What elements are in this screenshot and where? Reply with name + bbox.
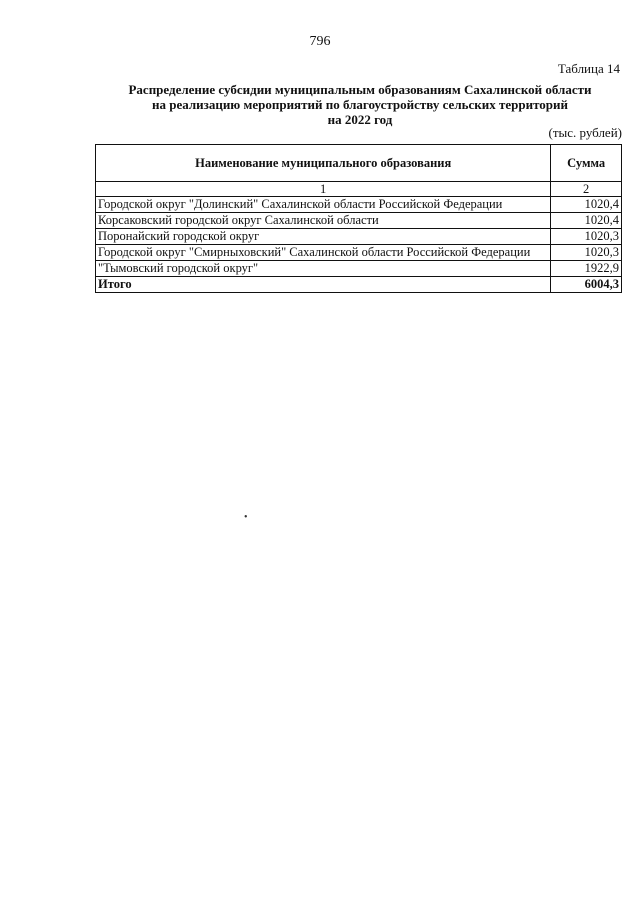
row-name: Городской округ "Долинский" Сахалинской области Российской Федерации (96, 197, 551, 213)
table-row (96, 213, 622, 229)
total-row (96, 277, 622, 293)
units-label: (тыс. рублей) (548, 125, 622, 140)
total-label: Итого (96, 277, 551, 293)
page-number: 796 (309, 34, 331, 49)
table-row (96, 197, 622, 213)
title-line-2: на реализацию мероприятий по благоустройству сельских территорий (151, 97, 569, 112)
table-row (96, 245, 622, 261)
column-number-row (96, 182, 622, 197)
column-number-1: 1 (96, 182, 551, 197)
title-line-3: на 2022 год (327, 112, 393, 127)
document-title (100, 82, 620, 127)
row-value: 1020,3 (551, 245, 622, 261)
row-name: "Тымовский городской округ" (96, 261, 551, 277)
title-line-1: Распределение субсидии муниципальным образованиям Сахалинской области (128, 82, 592, 97)
scan-speck: • (244, 512, 248, 523)
row-value: 1020,3 (551, 229, 622, 245)
table-row (96, 229, 622, 245)
subsidy-table (95, 144, 622, 293)
header-row (96, 145, 622, 182)
row-name: Городской округ "Смирныховский" Сахалинской области Российской Федерации (96, 245, 551, 261)
row-value: 1020,4 (551, 213, 622, 229)
header-name: Наименование муниципального образования (96, 145, 551, 182)
header-sum: Сумма (551, 145, 622, 182)
table-label: Таблица 14 (557, 61, 620, 76)
row-value: 1020,4 (551, 197, 622, 213)
row-name: Корсаковский городской округ Сахалинской области (96, 213, 551, 229)
column-number-2: 2 (551, 182, 622, 197)
table-row (96, 261, 622, 277)
row-value: 1922,9 (551, 261, 622, 277)
row-name: Поронайский городской округ (96, 229, 551, 245)
total-value: 6004,3 (551, 277, 622, 293)
